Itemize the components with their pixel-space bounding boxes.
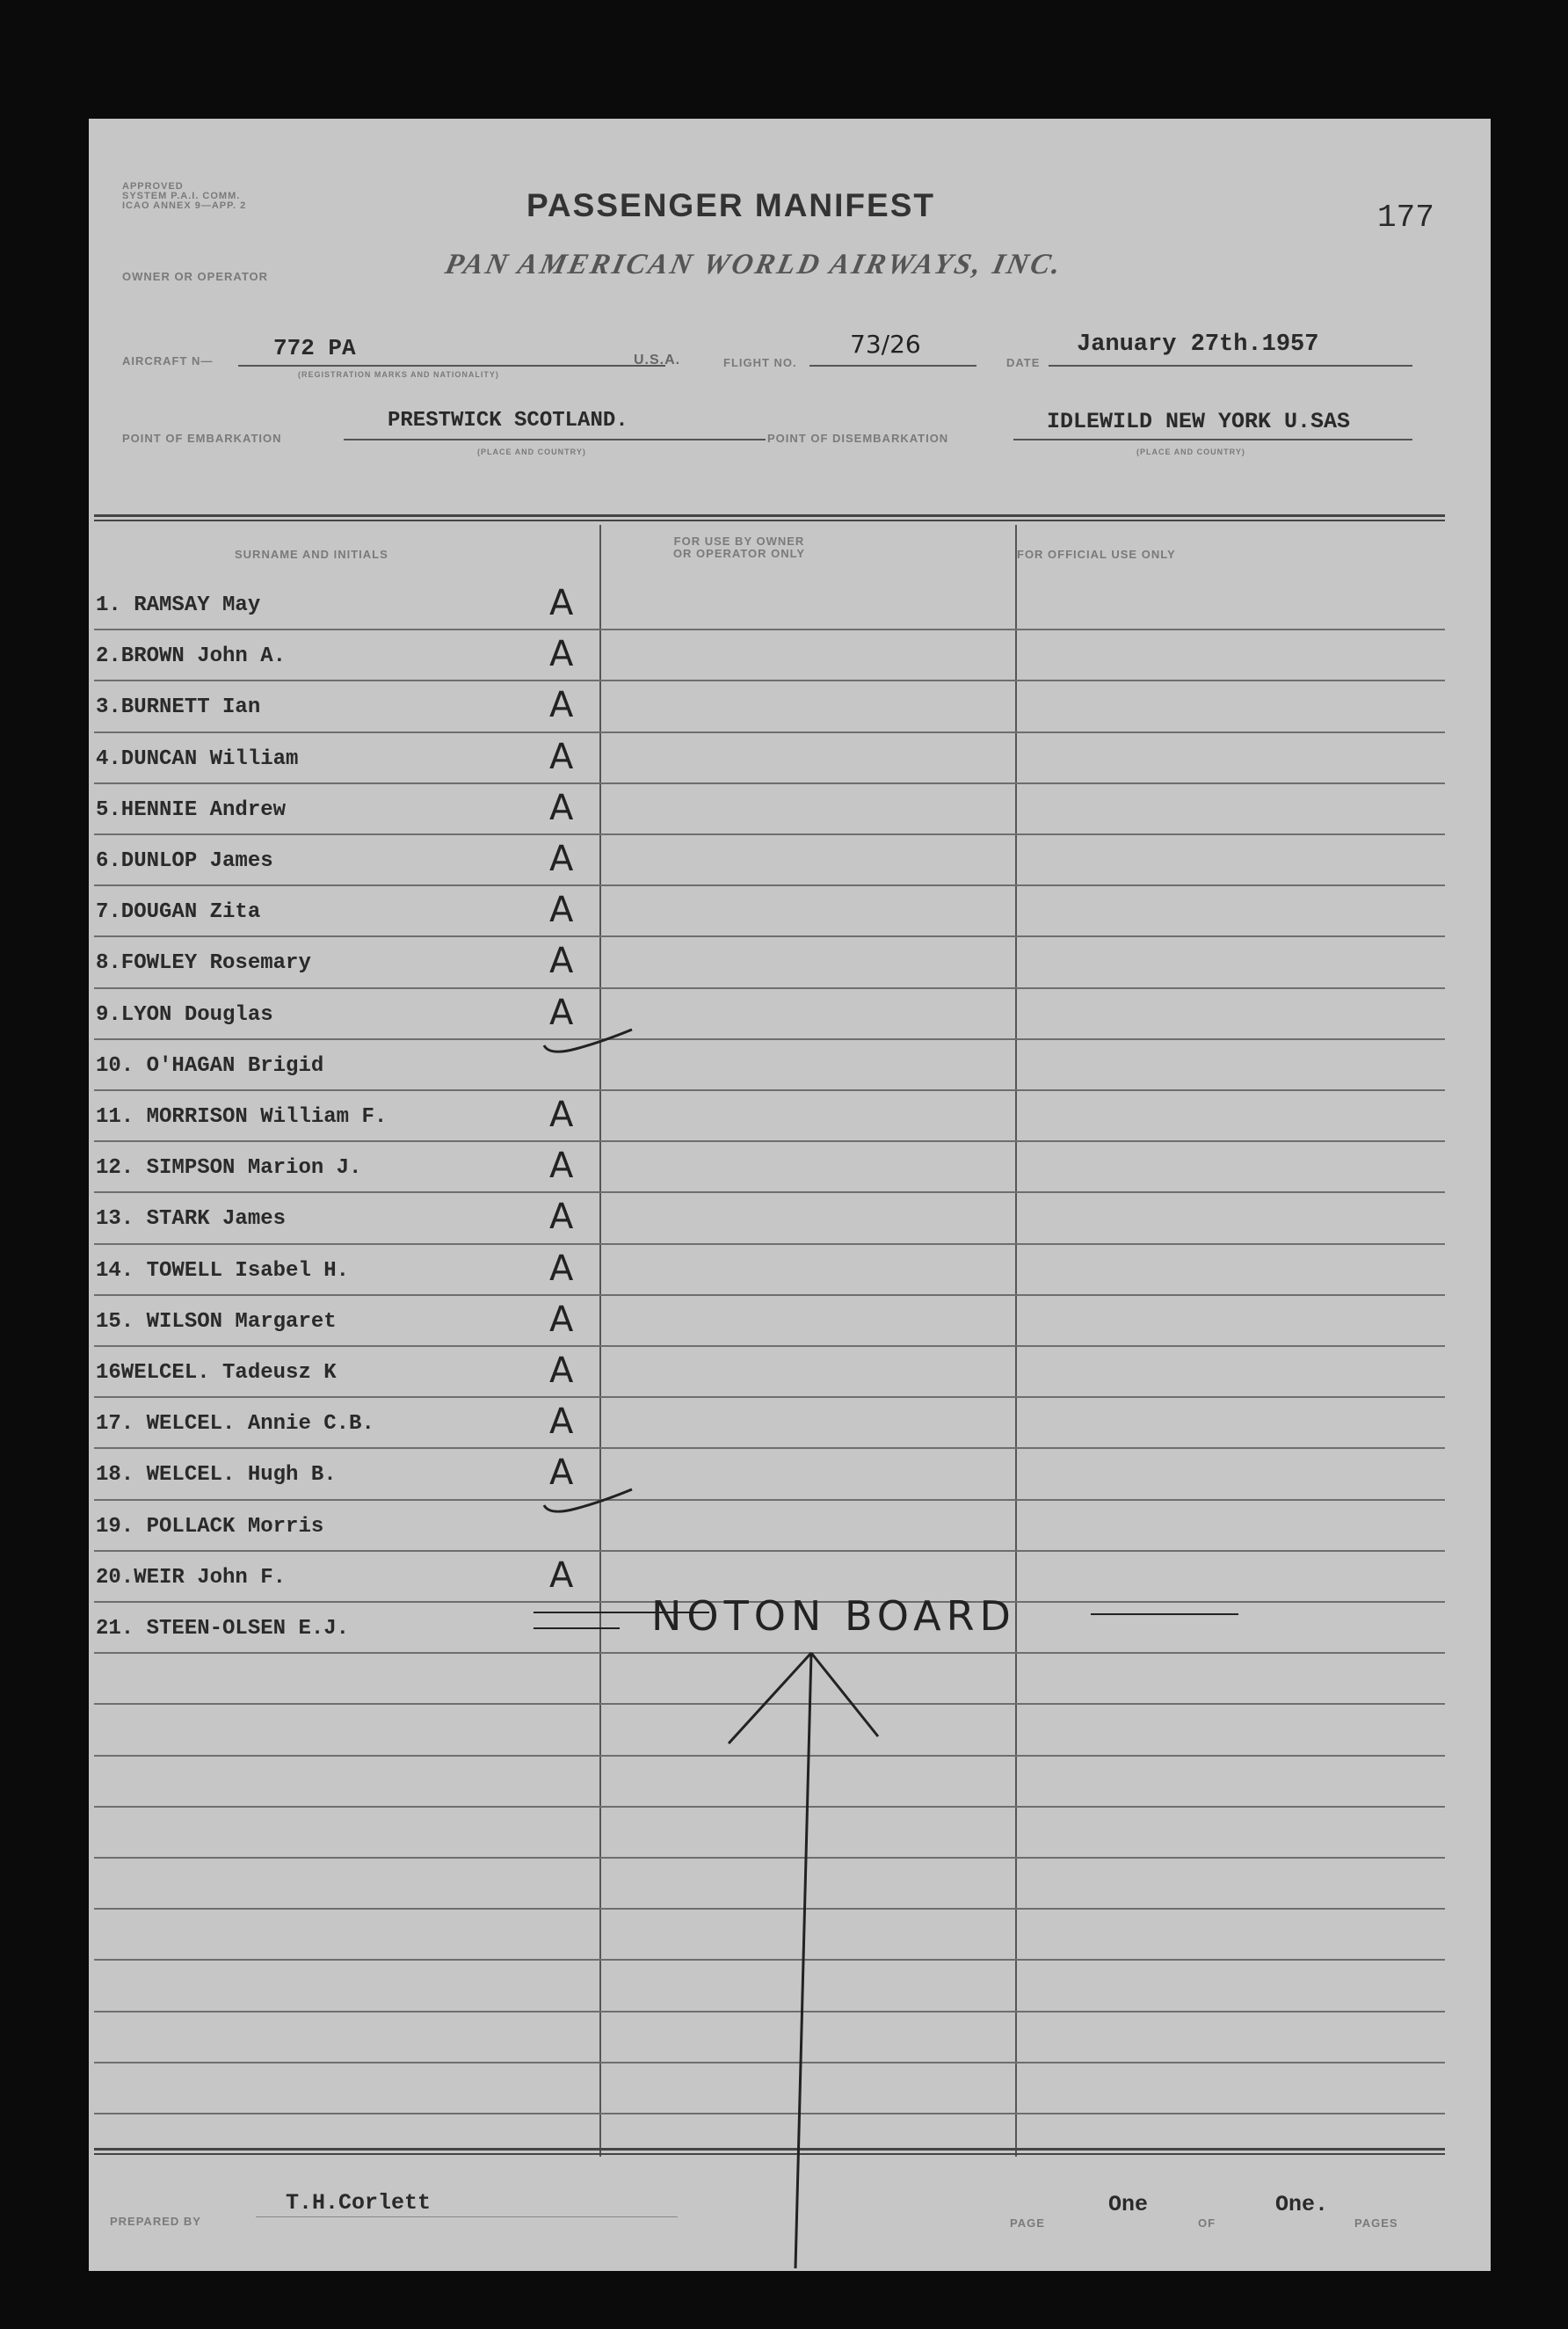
date-label: DATE (1006, 356, 1041, 369)
passenger-name: 10. O'HAGAN Brigid (96, 1054, 324, 1078)
prepared-value: T.H.Corlett (286, 2190, 432, 2216)
owner-label: OWNER OR OPERATOR (122, 270, 269, 283)
boarding-mark: A (549, 839, 574, 879)
page-value: One (1108, 2192, 1149, 2217)
flight-label: FLIGHT NO. (723, 356, 797, 369)
arrow-up-icon (686, 1648, 933, 2282)
passenger-name: 16WELCEL. Tadeusz K (96, 1361, 337, 1385)
passenger-row (94, 731, 599, 782)
aircraft-label: AIRCRAFT N— (122, 354, 214, 368)
passenger-name: 15. WILSON Margaret (96, 1310, 337, 1334)
col-header-official: FOR OFFICIAL USE ONLY (1017, 548, 1176, 561)
boarding-mark: A (549, 941, 574, 981)
passenger-name: 3.BURNETT Ian (96, 695, 261, 719)
passenger-row (94, 1191, 599, 1242)
passenger-name: 18. WELCEL. Hugh B. (96, 1463, 337, 1487)
embark-place-note: (PLACE AND COUNTRY) (477, 448, 586, 456)
disembark-value: IDLEWILD NEW YORK U.SAS (1047, 409, 1351, 434)
boarding-mark: A (549, 1248, 574, 1289)
boarding-mark: A (549, 993, 574, 1033)
check-mark-icon (541, 1026, 637, 1070)
passenger-name: 9.LYON Douglas (96, 1003, 273, 1027)
passenger-row (94, 782, 599, 833)
flight-value: 73/26 (850, 330, 921, 359)
passenger-row (94, 629, 599, 680)
passenger-row (94, 1447, 599, 1498)
passenger-name: 21. STEEN-OLSEN E.J. (96, 1617, 350, 1641)
passenger-name: 7.DOUGAN Zita (96, 900, 261, 924)
passenger-row (94, 987, 599, 1038)
page-title: PASSENGER MANIFEST (526, 187, 935, 223)
of-value: One. (1275, 2192, 1329, 2217)
boarding-mark: A (549, 685, 574, 725)
boarding-mark: A (549, 1452, 574, 1493)
passenger-name: 11. MORRISON William F. (96, 1105, 388, 1129)
passenger-name: 13. STARK James (96, 1207, 287, 1231)
passenger-row (94, 578, 599, 629)
boarding-mark: A (549, 1555, 574, 1596)
owner-value: PAN AMERICAN WORLD AIRWAYS, INC. (442, 249, 1066, 280)
boarding-mark: A (549, 634, 574, 674)
pages-label: PAGES (1354, 2216, 1398, 2230)
passenger-name: 6.DUNLOP James (96, 849, 273, 873)
passenger-row (94, 680, 599, 731)
aircraft-value: 772 PA (273, 335, 356, 361)
not-on-board-note: NOTON BOARD (651, 1592, 1016, 1640)
passenger-name: 14. TOWELL Isabel H. (96, 1259, 350, 1283)
dash-right (1091, 1613, 1238, 1615)
approval-line: ICAO ANNEX 9—APP. 2 (122, 200, 247, 211)
disembark-place-note: (PLACE AND COUNTRY) (1136, 448, 1245, 456)
manifest-sheet (89, 119, 1491, 2271)
boarding-mark: A (549, 1350, 574, 1391)
passenger-row (94, 1345, 599, 1396)
col-header-owner: FOR USE BY OWNER OR OPERATOR ONLY (672, 535, 806, 560)
country-label: U.S.A. (634, 353, 681, 368)
passenger-name: 19. POLLACK Morris (96, 1515, 324, 1539)
of-label: OF (1198, 2216, 1216, 2230)
boarding-mark: A (549, 583, 574, 623)
page-number: 177 (1377, 200, 1434, 236)
prepared-label: PREPARED BY (110, 2215, 201, 2228)
boarding-mark: A (549, 1299, 574, 1340)
passenger-name: 17. WELCEL. Annie C.B. (96, 1412, 374, 1436)
dash-mark (534, 1627, 620, 1629)
passenger-name: 20.WEIR John F. (96, 1566, 287, 1590)
passenger-row (94, 1601, 599, 1652)
passenger-name: 2.BROWN John A. (96, 644, 287, 668)
boarding-mark: A (549, 737, 574, 777)
disembark-label: POINT OF DISEMBARKATION (767, 432, 949, 445)
passenger-row (94, 1294, 599, 1345)
passenger-row (94, 1038, 599, 1089)
col-header-surname: SURNAME AND INITIALS (235, 548, 388, 561)
passenger-row (94, 1140, 599, 1191)
date-value: January 27th.1957 (1077, 331, 1319, 358)
approval-line: SYSTEM P.A.I. COMM. (122, 191, 241, 201)
passenger-row (94, 1089, 599, 1140)
boarding-mark: A (549, 788, 574, 828)
passenger-row (94, 1396, 599, 1447)
passenger-name: 1. RAMSAY May (96, 593, 261, 617)
passenger-name: 5.HENNIE Andrew (96, 798, 287, 822)
boarding-mark: A (549, 1197, 574, 1237)
page-label: PAGE (1010, 2216, 1045, 2230)
passenger-row (94, 1550, 599, 1601)
boarding-mark: A (549, 1146, 574, 1186)
boarding-mark: A (549, 1401, 574, 1442)
approval-line: APPROVED (122, 181, 184, 192)
passenger-row (94, 935, 599, 986)
passenger-row (94, 1243, 599, 1294)
passenger-row (94, 884, 599, 935)
boarding-mark: A (549, 1095, 574, 1135)
registration-note: (REGISTRATION MARKS AND NATIONALITY) (298, 370, 499, 379)
boarding-mark: A (549, 890, 574, 930)
prepared-underline (256, 2216, 678, 2217)
passenger-row (94, 833, 599, 884)
passenger-name: 12. SIMPSON Marion J. (96, 1156, 362, 1180)
embark-value: PRESTWICK SCOTLAND. (388, 409, 628, 433)
passenger-row (94, 1499, 599, 1550)
passenger-name: 4.DUNCAN William (96, 747, 299, 771)
embark-label: POINT OF EMBARKATION (122, 432, 282, 445)
check-mark-icon (541, 1486, 637, 1530)
passenger-name: 8.FOWLEY Rosemary (96, 951, 311, 975)
